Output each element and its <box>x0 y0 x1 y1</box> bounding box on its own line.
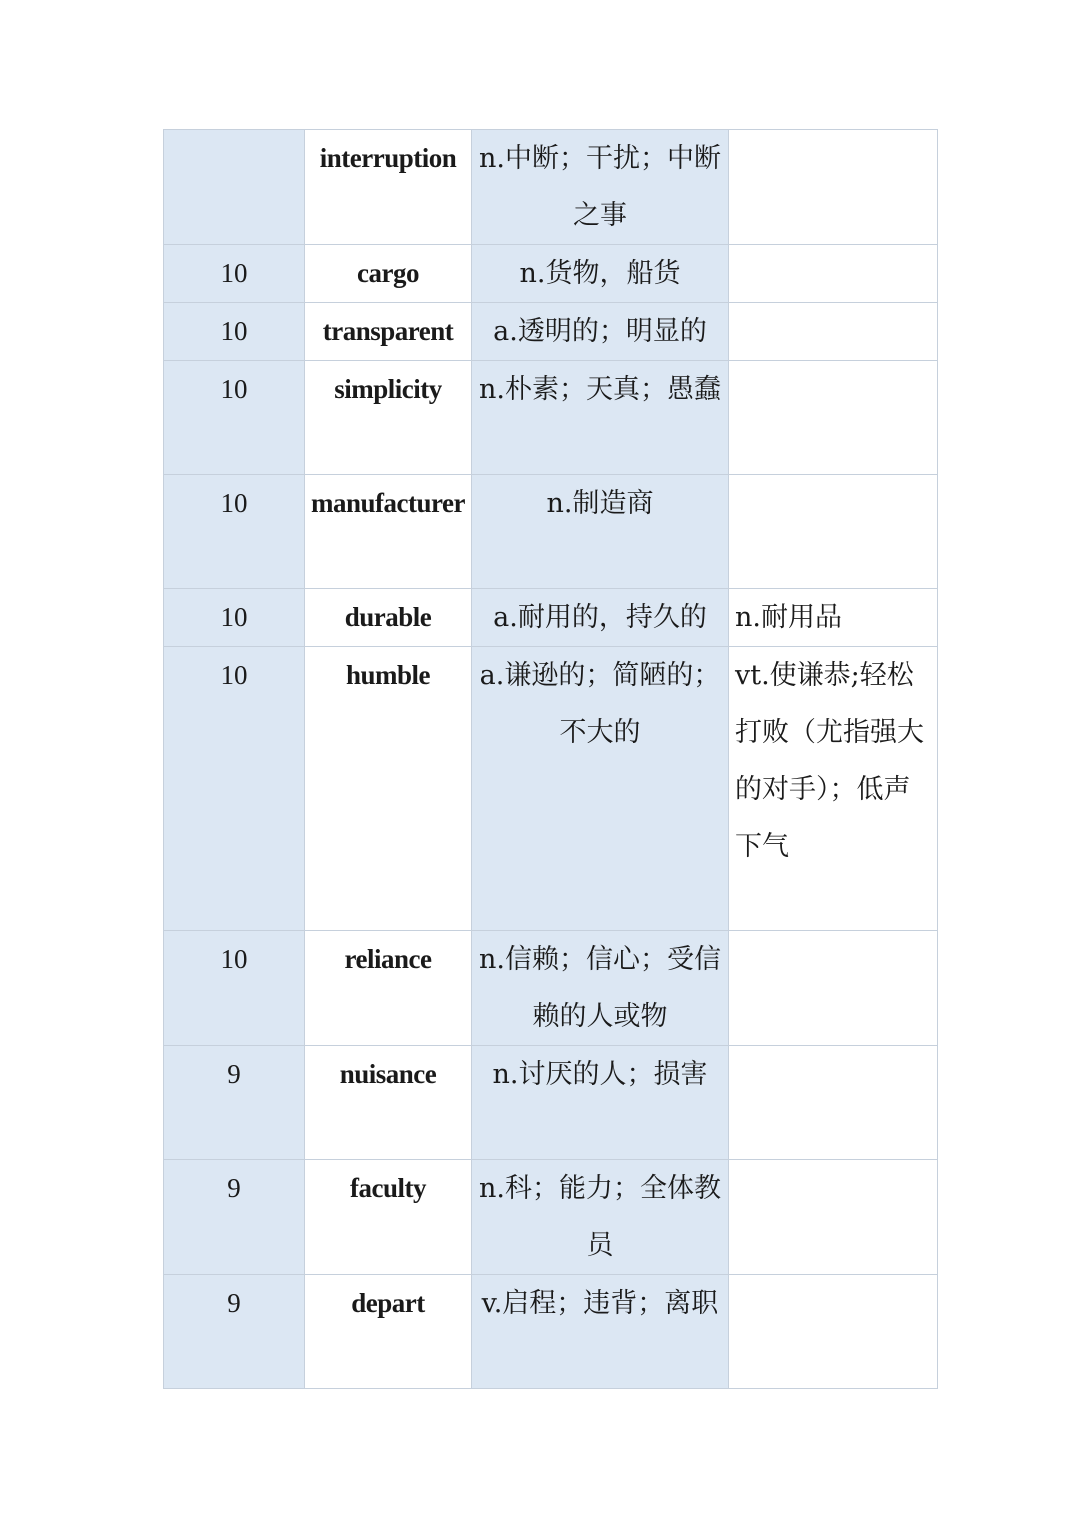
frequency-cell: 10 <box>164 245 305 303</box>
extra-meaning-cell <box>729 245 938 303</box>
word-cell: humble <box>305 647 472 931</box>
frequency-cell: 9 <box>164 1160 305 1275</box>
meaning-cell: n.朴素；天真；愚蠢 <box>472 361 729 475</box>
frequency-cell: 10 <box>164 589 305 647</box>
word-cell: manufacturer <box>305 475 472 589</box>
meaning-cell: n.信赖；信心；受信赖的人或物 <box>472 931 729 1046</box>
extra-meaning-cell: vt.使谦恭;轻松打败（尤指强大的对手）；低声下气 <box>729 647 938 931</box>
meaning-cell: n.中断；干扰；中断之事 <box>472 130 729 245</box>
word-cell: depart <box>305 1275 472 1389</box>
table-row <box>164 361 938 475</box>
table-row <box>164 589 938 647</box>
extra-meaning-cell <box>729 1275 938 1389</box>
meaning-cell: v.启程；违背；离职 <box>472 1275 729 1389</box>
extra-meaning-cell <box>729 1046 938 1160</box>
extra-meaning-cell <box>729 1160 938 1275</box>
frequency-cell: 9 <box>164 1046 305 1160</box>
vocabulary-table <box>163 129 938 1389</box>
table-row <box>164 1046 938 1160</box>
frequency-cell: 9 <box>164 1275 305 1389</box>
word-cell: nuisance <box>305 1046 472 1160</box>
meaning-cell: n.讨厌的人；损害 <box>472 1046 729 1160</box>
table-row <box>164 931 938 1046</box>
extra-meaning-cell <box>729 303 938 361</box>
extra-meaning-cell <box>729 361 938 475</box>
table-row <box>164 303 938 361</box>
frequency-cell: 10 <box>164 475 305 589</box>
table-row <box>164 1275 938 1389</box>
table-row <box>164 245 938 303</box>
meaning-cell: a.耐用的，持久的 <box>472 589 729 647</box>
frequency-cell <box>164 130 305 245</box>
word-cell: interruption <box>305 130 472 245</box>
table-row <box>164 1160 938 1275</box>
extra-meaning-cell <box>729 475 938 589</box>
word-cell: transparent <box>305 303 472 361</box>
frequency-cell: 10 <box>164 361 305 475</box>
word-cell: faculty <box>305 1160 472 1275</box>
extra-meaning-cell <box>729 931 938 1046</box>
word-cell: reliance <box>305 931 472 1046</box>
table-row <box>164 130 938 245</box>
word-cell: cargo <box>305 245 472 303</box>
meaning-cell: a.透明的；明显的 <box>472 303 729 361</box>
word-cell: durable <box>305 589 472 647</box>
meaning-cell: n.制造商 <box>472 475 729 589</box>
frequency-cell: 10 <box>164 931 305 1046</box>
extra-meaning-cell: n.耐用品 <box>729 589 938 647</box>
extra-meaning-cell <box>729 130 938 245</box>
table-row <box>164 475 938 589</box>
frequency-cell: 10 <box>164 303 305 361</box>
meaning-cell: n.科；能力；全体教员 <box>472 1160 729 1275</box>
meaning-cell: n.货物，船货 <box>472 245 729 303</box>
table-row <box>164 647 938 931</box>
meaning-cell: a.谦逊的；简陋的；不大的 <box>472 647 729 931</box>
frequency-cell: 10 <box>164 647 305 931</box>
word-cell: simplicity <box>305 361 472 475</box>
